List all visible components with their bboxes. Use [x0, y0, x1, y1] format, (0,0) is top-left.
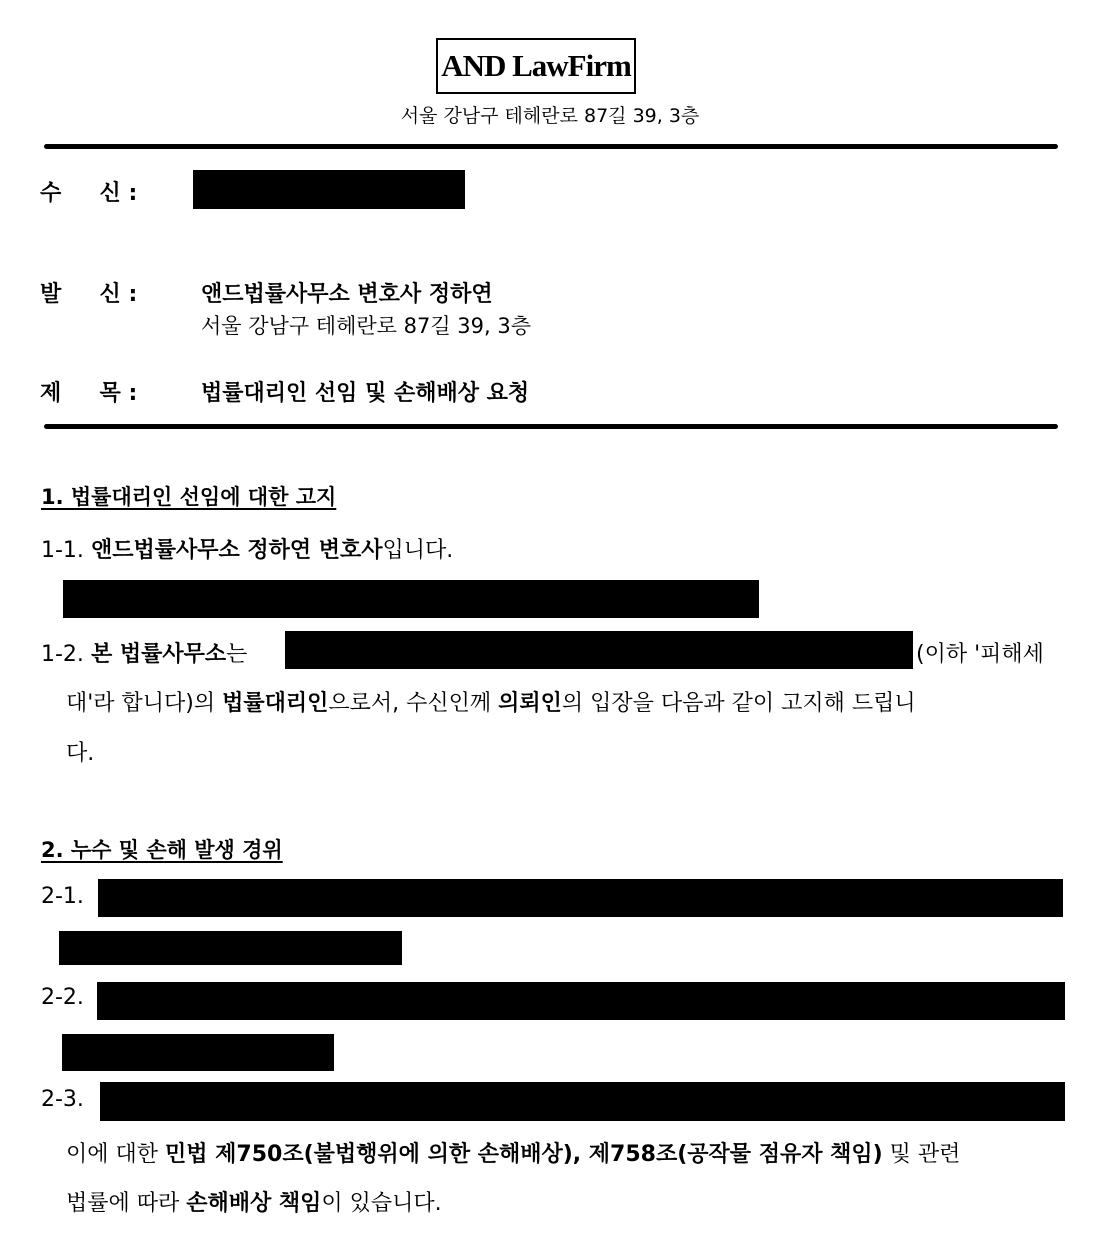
paragraph-text: 및 관련: [882, 1142, 961, 1167]
legal-representative: 법률대리인: [222, 691, 329, 716]
paragraph-text: 으로서, 수신인께: [328, 691, 499, 716]
from-address: 서울 강남구 테헤란로 87길 39, 3층: [201, 314, 532, 338]
redacted-line: [62, 1034, 334, 1071]
section2-heading: 2. 누수 및 손해 발생 경위: [41, 838, 283, 862]
civil-code-reference: 민법 제750조(불법행위에 의한 손해배상), 제758조(공작물 점유자 책임): [165, 1142, 883, 1167]
firm-lawyer-name: 앤드법률사무소 정하연 변호사: [90, 538, 383, 563]
paragraph-1-2-tail: (이하 '피해세: [916, 642, 1044, 667]
paragraph-1-2-line3: 다.: [66, 741, 95, 766]
header-divider-bottom: [44, 424, 1058, 429]
law-firm-logo: [436, 38, 636, 94]
paragraph-text: 는: [226, 642, 248, 667]
from-name: 앤드법률사무소 변호사 정하연: [201, 282, 493, 307]
paragraph-2-3-line1: [66, 1137, 960, 1168]
paragraph-text: 대'라 합니다)의: [66, 691, 223, 716]
paragraph-1-2-line1: [41, 637, 247, 668]
subject-text: 법률대리인 선임 및 손해배상 요청: [201, 381, 530, 406]
paragraph-1-2-line2: [66, 686, 916, 717]
paragraph-2-3-number: 2-3.: [41, 1087, 84, 1112]
paragraph-text: 이 있습니다.: [321, 1191, 442, 1216]
header-divider-top: [44, 144, 1058, 149]
paragraph-text: 입니다.: [382, 538, 454, 563]
redacted-line: [98, 879, 1063, 917]
paragraph-number: 1-2.: [41, 642, 84, 667]
section1-heading: 1. 법률대리인 선임에 대한 고지: [41, 485, 337, 509]
from-label: 발 신 :: [40, 282, 138, 307]
letterhead-address: 서울 강남구 테헤란로 87길 39, 3층: [400, 105, 700, 127]
redacted-line: [100, 1082, 1065, 1121]
subject-label: 제 목 :: [40, 381, 138, 406]
paragraph-text: 이에 대한: [66, 1142, 165, 1167]
paragraph-1-1: [41, 533, 453, 564]
paragraph-text: 법률에 따라: [66, 1191, 187, 1216]
redacted-line: [59, 931, 402, 965]
paragraph-number: 1-1.: [41, 538, 84, 563]
paragraph-text: 의 입장을 다음과 같이 고지해 드립니: [561, 691, 916, 716]
to-label: 수 신 :: [40, 181, 138, 206]
redacted-line: [97, 982, 1065, 1020]
firm-reference: 본 법률사무소: [90, 642, 227, 667]
logo-text: AND LawFirm: [441, 48, 631, 83]
liability-term: 손해배상 책임: [186, 1191, 322, 1216]
client-term: 의뢰인: [498, 691, 562, 716]
redacted-client: [285, 631, 913, 669]
paragraph-2-2-number: 2-2.: [41, 985, 84, 1010]
paragraph-2-3-line2: [66, 1186, 442, 1217]
paragraph-2-1-number: 2-1.: [41, 884, 84, 909]
redacted-recipient: [193, 170, 465, 209]
redacted-line: [63, 580, 759, 618]
